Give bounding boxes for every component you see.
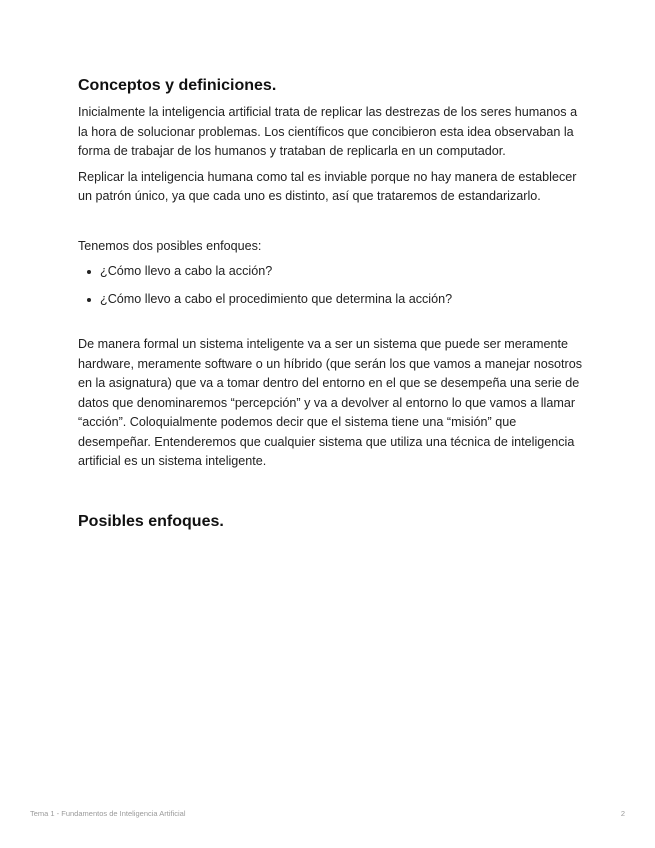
- list-item: ¿Cómo llevo a cabo la acción?: [100, 262, 583, 282]
- paragraph-intro: Inicialmente la inteligencia artificial trata de replicar las destrezas de los seres humanos a la hora de solucionar problemas. Los científicos que concibieron esta idea observaban la forma de trabajar de los humanos y trataban de replicarla en un computador.: [78, 105, 578, 158]
- bullet-list: [78, 262, 583, 309]
- list-intro: Tenemos dos posibles enfoques:: [78, 238, 262, 253]
- page-number: 2: [620, 809, 625, 818]
- paragraph-formal: De manera formal un sistema inteligente va a ser un sistema que puede ser meramente hardware, meramente software o un híbrido (que serán los que vamos a manejar nosotros en la asignatura) que va a tomar dentro del entorno en el que se desempeña una serie de datos que denominaremos “percepción” y va a devolver al entorno lo que vamos a llamar “acción”. Coloquialmente podemos decir que el sistema tiene una “misión” que desempeñar. Entenderemos que cualquier sistema que utiliza una técnica de inteligencia artificial es un sistema inteligente.: [78, 337, 583, 468]
- page-content: [78, 76, 583, 532]
- section-heading-conceptos: Conceptos y definiciones.: [78, 77, 277, 94]
- section-heading-posibles-enfoques: Posibles enfoques.: [78, 512, 224, 530]
- paragraph-replicar: Replicar la inteligencia humana como tal es inviable porque no hay manera de establecer un patrón único, ya que cada uno es distinto, así que trataremos de estandarizarlo.: [78, 169, 577, 203]
- footer-title: Tema 1 - Fundamentos de Inteligencia Artificial: [30, 809, 186, 818]
- list-item: ¿Cómo llevo a cabo el procedimiento que determina la acción?: [100, 290, 583, 310]
